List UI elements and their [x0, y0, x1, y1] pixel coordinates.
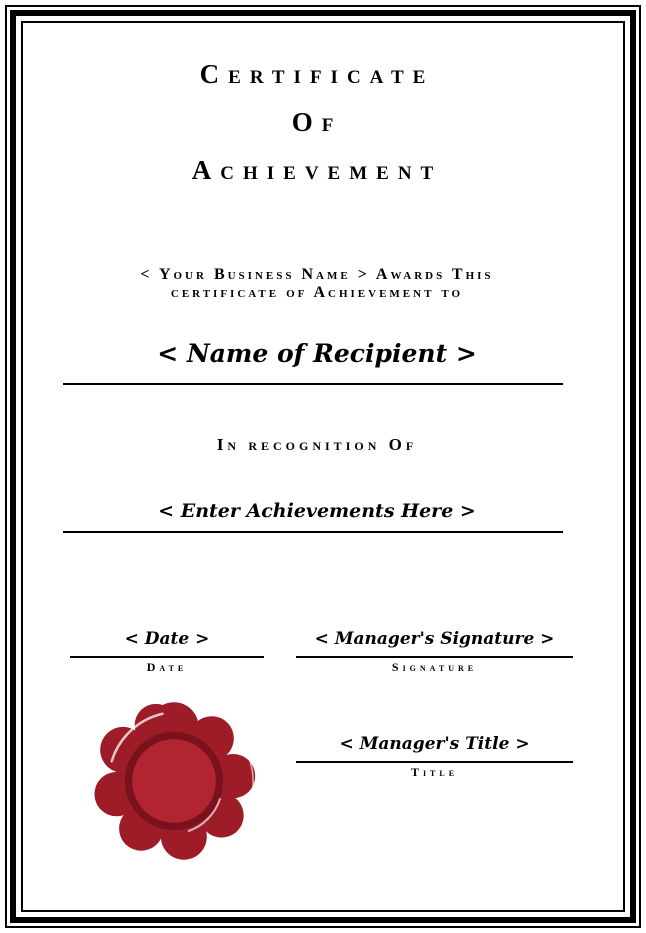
intro-line-2: certificate of Achievement to [170, 284, 464, 301]
red-wax-seal-icon [92, 696, 256, 866]
wax-seal-center [132, 739, 216, 823]
achievements-field[interactable]: < Enter Achievements Here > [158, 500, 476, 522]
manager-signature-field[interactable]: < Manager's Signature > [314, 629, 555, 649]
intro-paragraph [67, 266, 567, 302]
date-field[interactable]: < Date > [124, 629, 210, 649]
recipient-name-field[interactable]: < Name of Recipient > [157, 339, 477, 368]
recognition-label: In recognition Of [216, 435, 418, 454]
manager-title-field[interactable]: < Manager's Title > [339, 734, 530, 754]
achievements-underline [63, 531, 563, 533]
date-label: Date [146, 660, 188, 674]
intro-line-1: < Your Business Name > Awards This [140, 266, 494, 283]
date-block [70, 622, 264, 674]
certificate-title-line-2: Of [291, 107, 343, 137]
certificate-title-line-1: Certificate [199, 59, 435, 89]
manager-title-label: Title [410, 765, 459, 779]
signature-block [296, 622, 573, 674]
certificate-title-line-3: Achievement [191, 155, 443, 185]
manager-title-block [296, 727, 573, 779]
signature-label: Signature [391, 660, 478, 674]
recipient-underline [63, 383, 563, 385]
